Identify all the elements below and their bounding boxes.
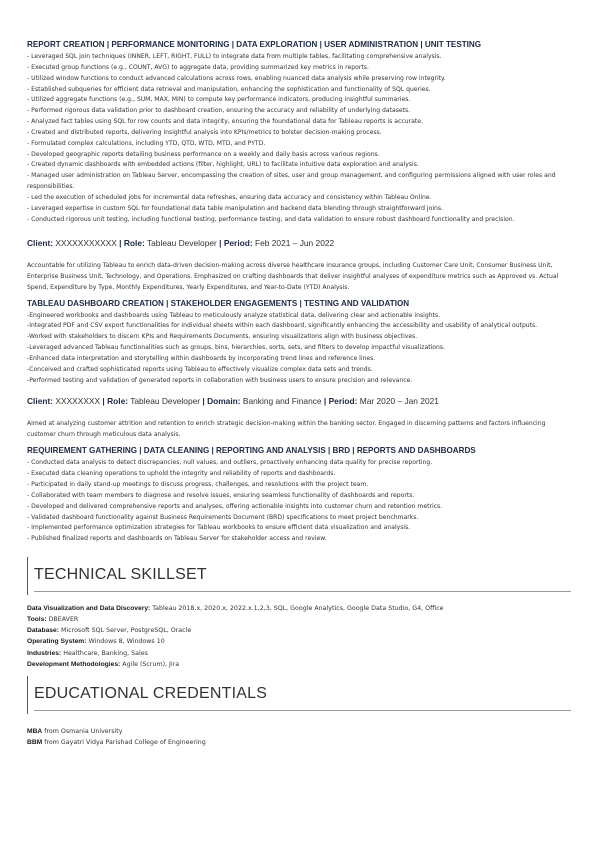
client-label: Client:: [27, 396, 54, 407]
section-divider: [34, 591, 571, 592]
role-value: Tableau Developer: [146, 237, 217, 248]
list-item: - Conducted data analysis to detect discrepancies, null values, and outliers, proactively enhancing data quality for precise reporting.: [27, 459, 433, 467]
degree-label: MBA: [27, 727, 43, 735]
client-value: XXXXXXXX: [55, 396, 101, 407]
job-block-3: [27, 396, 571, 545]
skill-value: Healthcare, Banking, Sales: [63, 649, 148, 657]
role-value: Tableau Developer: [130, 396, 201, 407]
skill-row: [27, 636, 571, 647]
job-description: Aimed at analyzing customer attrition and retention to enrich strategic decision-making within the banking sector. Engaged in discerning patterns and factors influencing customer churn through meticulous data analysis.: [27, 420, 546, 439]
list-item: - Utilized window functions to conduct advanced calculations across rows, enabling nuanced data analysis while preserving row integrity.: [27, 74, 446, 82]
skills-list: [27, 603, 571, 670]
bullet-list: [27, 52, 571, 226]
job-block-2: [27, 238, 571, 387]
resume-page: [27, 40, 571, 748]
list-item: - Utilized aggregate functions (e.g., SUM, MAX, MIN) to compute key performance indicators, producing insightful summaries.: [27, 96, 411, 104]
education-section: [27, 676, 571, 748]
degree-label: BBM: [27, 738, 43, 746]
list-item: - Formulated complex calculations, including YTD, QTD, WTD, MTD, and PYTD.: [27, 139, 266, 147]
skill-row: [27, 603, 571, 614]
client-value: XXXXXXXXXXX: [55, 237, 117, 248]
list-item: -Conceived and crafted sophisticated reports using Tableau to effectively visualize complex data sets and trends.: [27, 365, 373, 373]
list-item: - Led the execution of scheduled jobs for incremental data refreshes, ensuring data accuracy and consistency within Tableau Online.: [27, 193, 432, 201]
list-item: - Implemented performance optimization strategies for Tableau workbooks to ensure efficient data visualization and analysis.: [27, 524, 411, 532]
list-item: - Executed data cleaning operations to uphold the integrity and reliability of reports and dashboards.: [27, 470, 336, 478]
degree-detail: from Gayatri Vidya Parishad College of Engineering: [44, 738, 206, 746]
list-item: -Performed testing and validation of generated reports in collaboration with business users to ensure precision and relevance.: [27, 376, 413, 384]
domain-label: Domain:: [207, 396, 241, 407]
role-label: Role:: [123, 237, 145, 248]
skill-value: Agile (Scrum), Jira: [122, 660, 180, 668]
list-item: - Collaborated with team members to diagnose and resolve issues, ensuring seamless functionality of dashboards and reports.: [27, 491, 415, 499]
list-item: - Leveraged SQL join techniques (INNER, LEFT, RIGHT, FULL) to integrate data from multiple tables, facilitating comprehensive analysis.: [27, 53, 442, 60]
skill-value: DBEAVER: [48, 616, 79, 624]
period-label: Period:: [328, 396, 358, 407]
list-item: - Developed geographic reports detailing business performance on a weekly and daily basis across various regions.: [27, 150, 380, 158]
job-meta: Client: XXXXXXXXXXX | Role: Tableau Developer | Period: Feb 2021 – Jun 2022: [27, 237, 335, 248]
period-value: Feb 2021 – Jun 2022: [255, 237, 335, 248]
skill-label: Industries:: [27, 649, 62, 657]
section-title: EDUCATIONAL CREDENTIALS: [34, 684, 268, 702]
section-heading: TABLEAU DASHBOARD CREATION | STAKEHOLDER ENGAGEMENTS | TESTING AND VALIDATION: [27, 298, 410, 308]
list-item: - Leveraged expertise in custom SQL for foundational data table manipulation and backend data blending through straightforward joins.: [27, 204, 443, 212]
skill-label: Database:: [27, 627, 59, 635]
client-label: Client:: [27, 237, 54, 248]
period-label: Period:: [223, 237, 253, 248]
list-item: - Developed and delivered comprehensive reports and analyses, offering actionable insights into customer churn and retention metrics.: [27, 502, 443, 510]
education-row: [27, 726, 571, 737]
experience-block-1: [27, 40, 571, 226]
list-item: - Created dynamic dashboards with embedded actions (filter, highlight, URL) to facilitate intuitive data exploration and analysis.: [27, 161, 419, 169]
list-item: - Executed group functions (e.g., COUNT, AVG) to aggregate data, providing summarized key metrics in reports.: [27, 63, 369, 71]
period-value: Mar 2020 – Jan 2021: [359, 396, 439, 407]
skill-label: Development Methodologies:: [27, 660, 121, 668]
skill-value: Tableau 2018.x, 2020.x, 2022.x.1,2,3, SQL, Google Analytics, Google Data Studio, G4, Office: [152, 605, 444, 613]
role-label: Role:: [107, 396, 129, 407]
job-meta: Client: XXXXXXXX | Role: Tableau Developer | Domain: Banking and Finance | Period: Mar 2020 – Jan 2021: [27, 396, 439, 407]
section-divider: [34, 710, 571, 711]
skill-row: [27, 659, 571, 670]
section-heading: REPORT CREATION | PERFORMANCE MONITORING | DATA EXPLORATION | USER ADMINISTRATION | UNIT TESTING: [27, 40, 482, 49]
skill-row: [27, 648, 571, 659]
skill-row: [27, 614, 571, 625]
list-item: - Participated in daily stand-up meetings to discuss progress, challenges, and resolutions with the project team.: [27, 481, 369, 489]
list-item: -Enhanced data interpretation and storytelling within dashboards by incorporating trend lines and reference lines.: [27, 354, 376, 362]
list-item: - Conducted rigorous unit testing, including functional testing, performance testing, and data validation to ensure robust dashboard functionality and precision.: [27, 215, 515, 223]
section-header: [27, 557, 571, 595]
section-title: TECHNICAL SKILLSET: [34, 566, 207, 584]
list-item: - Established subqueries for efficient data retrieval and manipulation, enhancing the sophistication and functionality of SQL queries.: [27, 85, 431, 93]
section-heading: REQUIREMENT GATHERING | DATA CLEANING | REPORTING AND ANALYSIS | BRD | REPORTS AND DASHBOARDS: [27, 446, 476, 456]
job-description: Accountable for utilizing Tableau to enrich data-driven decision-making across diverse healthcare insurance groups, including Customer Care Unit, Consumer Business Unit, Enterprise Business Unit, Technology, and Operations. Emphasized on crafting dashboards that deliver insightful analyses of expenditure metrics such as Approved vs. Actual Spend, Expenditure by Type, Monthly Expenditures, Yearly Expenditures, and Year-to-Date (YTD) Analysis.: [27, 261, 559, 291]
bullet-list: [27, 458, 571, 545]
list-item: - Managed user administration on Tableau Server, encompassing the creation of sites, user and group management, and configuring permissions aligned with user roles and responsibilities.: [27, 172, 556, 191]
section-rule: [27, 557, 28, 595]
list-item: -Integrated PDF and CSV export functionalities for individual sheets within each dashboard, significantly enhancing the accessibility and usability of analytical outputs.: [27, 322, 538, 330]
list-item: - Validated dashboard functionality against Business Requirements Document (BRD) specifications to meet project benchmarks.: [27, 513, 419, 521]
skill-row: [27, 625, 571, 636]
education-row: [27, 737, 571, 748]
list-item: - Created and distributed reports, delivering insightful analysis into KPIs/metrics to bolster decision-making process.: [27, 128, 382, 136]
degree-detail: from Osmania University: [44, 727, 123, 735]
list-item: - Performed rigorous data validation prior to dashboard creation, ensuring the accuracy and reliability of underlying datasets.: [27, 107, 411, 115]
skill-value: Windows 8, Windows 10: [88, 638, 165, 646]
list-item: - Published finalized reports and dashboards on Tableau Server for stakeholder access and review.: [27, 535, 327, 543]
education-list: [27, 726, 571, 748]
skill-value: Microsoft SQL Server, PostgreSQL, Oracle: [60, 627, 192, 635]
section-rule: [27, 676, 28, 714]
skill-label: Tools:: [27, 616, 47, 624]
bullet-list: [27, 311, 571, 387]
list-item: -Worked with stakeholders to discern KPIs and Requirements Documents, ensuring visualizations align with business objectives.: [27, 333, 418, 341]
skill-label: Operating System:: [27, 638, 87, 646]
list-item: - Analyzed fact tables using SQL for row counts and data integrity, ensuring the foundational data for Tableau reports is accurate.: [27, 118, 423, 126]
skills-section: [27, 557, 571, 670]
skill-label: Data Visualization and Data Discovery:: [27, 605, 151, 613]
domain-value: Banking and Finance: [242, 396, 322, 407]
section-header: [27, 676, 571, 714]
list-item: -Leveraged advanced Tableau functionalities such as groups, bins, hierarchies, sorts, sets, and filters to develop impactful visualizations.: [27, 344, 446, 352]
list-item: -Engineered workbooks and dashboards using Tableau to meticulously analyze statistical data, delivering clear and actionable insights.: [27, 311, 441, 319]
